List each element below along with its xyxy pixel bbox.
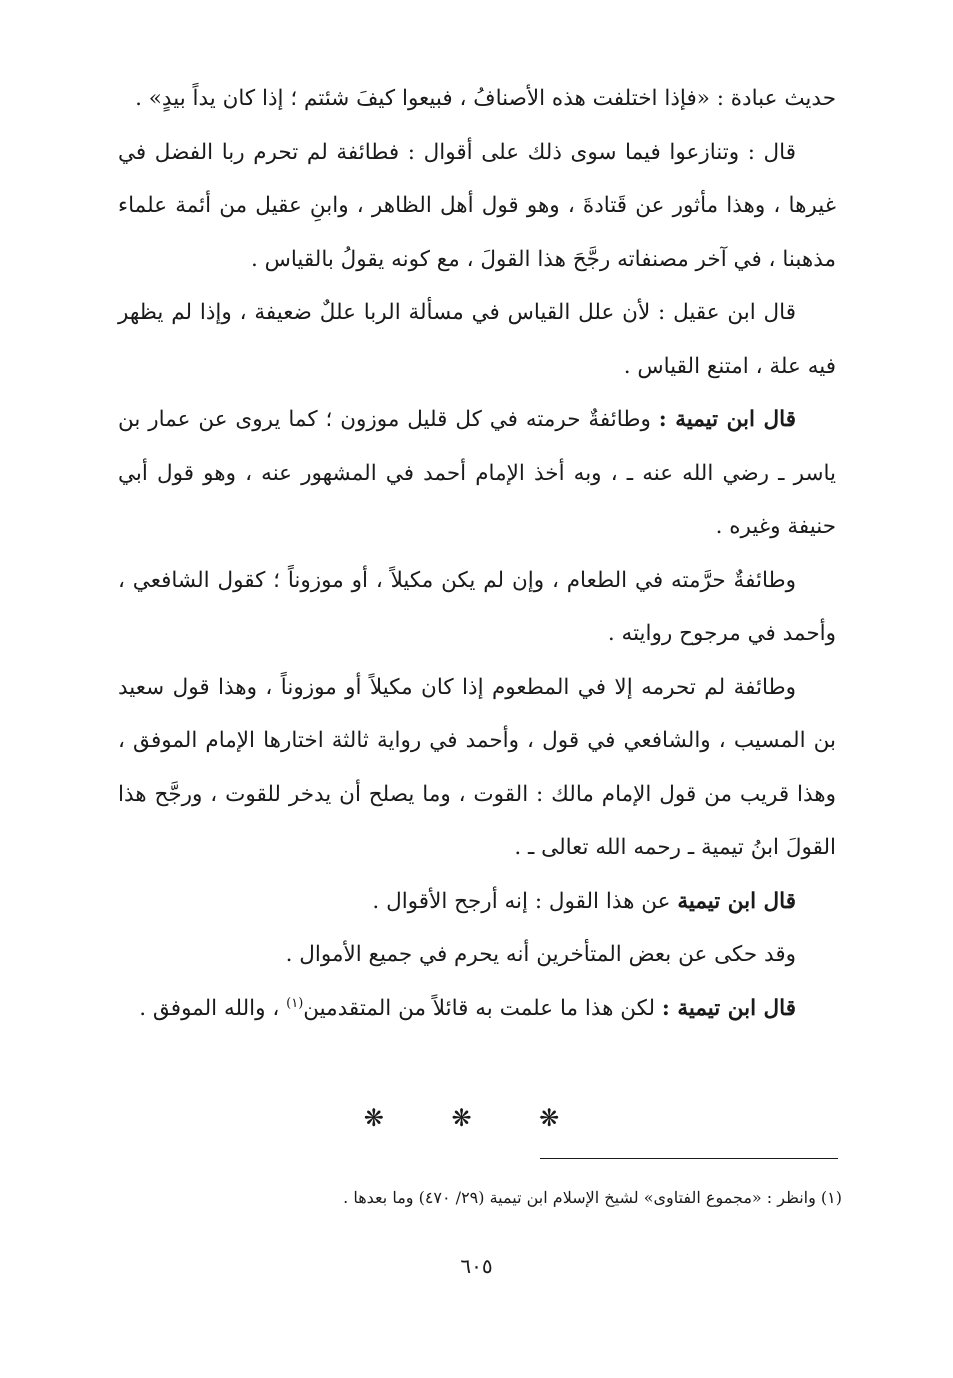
paragraph-hadith-ubada [118,72,836,126]
paragraph-tail: ، والله الموفق . [139,995,287,1021]
paragraph-text: وطائفةٌ حرَّمته في الطعام ، وإن لم يكن مكيلاً ، أو موزوناً ؛ كقول الشافعي ، وأحمد في مرجوح روايته . [118,567,836,646]
paragraph-ibn-taymiyya-weighed [118,393,836,554]
paragraph-all-wealth [118,928,836,982]
paragraph-no-predecessor [118,982,836,1036]
paragraph-text: قال ابن عقيل : لأن علل القياس في مسألة الربا عللٌ ضعيفة ، وإذا لم يظهر فيه علة ، امتنع القياس . [118,300,836,379]
paragraph-text: عن هذا القول : إنه أرجح الأقوال . [372,888,678,914]
paragraph-edible-measured [118,661,836,875]
paragraph-lead: قال ابن تيمية : [661,995,796,1021]
section-separator: ❋ ❋ ❋ [363,1104,590,1132]
paragraph-lead: قال ابن تيمية : [658,407,796,432]
paragraph-text: حديث عبادة : «فإذا اختلفت هذه الأصنافُ ، فبيعوا كيفَ شئتم ؛ إذا كان يداً بيدٍ» . [135,86,836,111]
paragraph-text: لكن هذا ما علمت به قائلاً من المتقدمين [303,995,662,1021]
footnote: (١) وانظر : «مجموع الفتاوى» لشيخ الإسلام ابن تيمية (٢٩/ ٤٧٠) وما بعدها . [343,1188,842,1207]
paragraph-ibn-aqil [118,286,836,393]
paragraph-text: قال : وتنازعوا فيما سوى ذلك على أقوال : فطائفة لم تحرم ربا الفضل في غيرها ، وهذا مأثور عن قَتادةَ ، وهو قول أهل الظاهر ، وابنِ عقيل من أئمة علماء مذهبنا ، في آخر مصنفاته رجَّحَ هذا القولَ ، مع كونه يقولُ بالقياس . [118,139,836,272]
main-text [118,72,836,1035]
paragraph-food [118,554,836,661]
paragraph-text: وقد حكى عن بعض المتأخرين أنه يحرم في جميع الأموال . [285,942,796,967]
paragraph-strongest-opinion [118,875,836,929]
paragraph-text: وطائفة لم تحرمه إلا في المطعوم إذا كان مكيلاً أو موزوناً ، وهذا قول سعيد بن المسيب ، والشافعي في قول ، وأحمد في رواية ثالثة اختارها الإمام الموفق ، وهذا قريب من قول الإمام مالك : القوت ، وما يصلح أن يدخر للقوت ، ورجَّح هذا القولَ ابنُ تيمية ـ رحمه الله تعالى ـ . [118,674,836,860]
paragraph-text: وطائفةٌ حرمته في كل قليل موزون ؛ كما يروى عن عمار بن ياسر ـ رضي الله عنه ـ ، وبه أخذ الإمام أحمد في المشهور عنه ، وهو قول أبي حنيفة وغيره . [118,407,836,539]
footnote-marker[interactable]: (١) [286,995,304,1011]
paragraph-lead: قال ابن تيمية [677,888,796,914]
footnote-divider [540,1158,838,1159]
page-number: ٦٠٥ [460,1254,493,1278]
paragraph-opinions [118,126,836,287]
